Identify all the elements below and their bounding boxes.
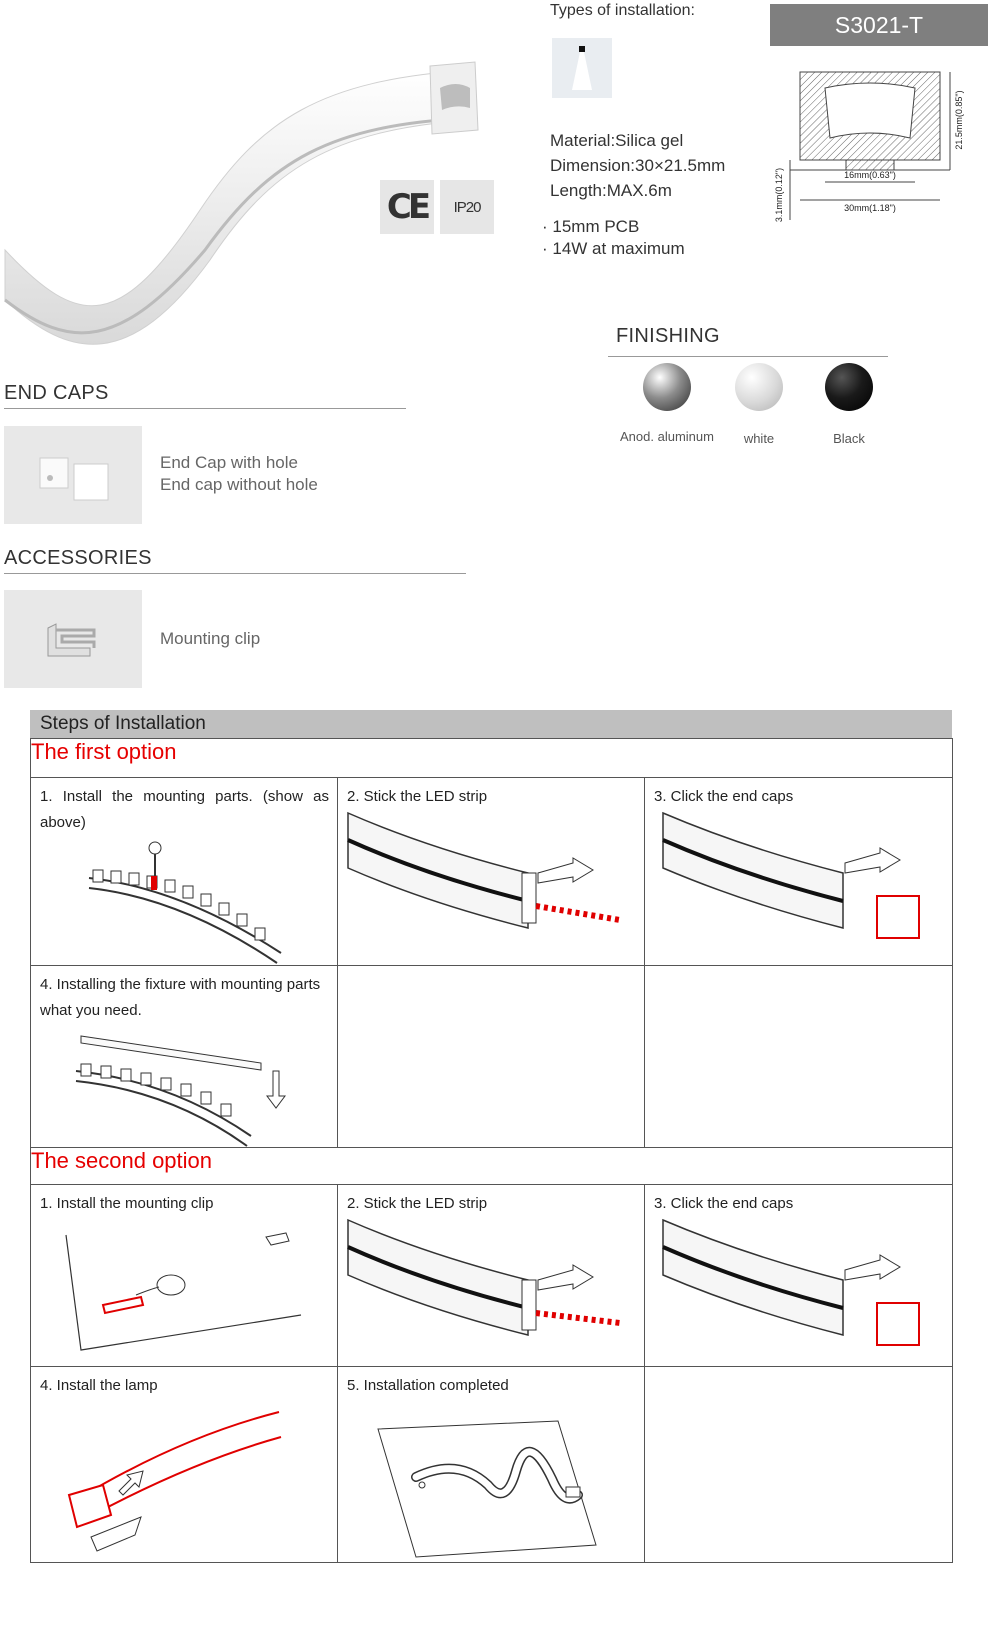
end-cap-illustration [645,1185,953,1367]
installation-complete-illustration [338,1367,645,1563]
mounting-parts-illustration [31,778,338,966]
install-lamp-illustration [31,1367,338,1563]
material-spec: Material:Silica gel [550,131,684,150]
step-text: 4. Installing the fixture with mounting parts what you need. [40,976,321,1019]
step-cell [31,966,338,1148]
end-cap-image [4,426,142,524]
step-cell [31,1367,338,1563]
step-cell-empty [645,966,953,1148]
surface-mount-icon [552,38,612,98]
step-cell [31,1185,338,1367]
step-cell [645,778,953,966]
ce-label: CE [386,187,428,227]
step-text: 3. Click the end caps [654,788,794,805]
step-text: 3. Click the end caps [654,1195,794,1212]
step-text: 5. Installation completed [347,1377,509,1394]
step-text: 1. Install the mounting clip [40,1195,214,1212]
end-cap-illustration [645,778,953,966]
dim-label: 30mm(1.18") [844,203,896,213]
accessories-heading: ACCESSORIES [4,547,152,569]
step-cell [338,778,645,966]
end-cap-with-hole: End Cap with hole [160,453,298,472]
step-text: 1. Install the mounting parts. (show as above) [40,788,329,831]
dim-label: 21.5mm(0.85") [954,90,964,150]
finish-label: white [743,431,775,446]
feature-bullets [542,216,685,260]
end-caps-heading: END CAPS [4,382,109,404]
dim-label: 3.1mm(0.12") [774,167,784,223]
divider [4,408,406,409]
fixture-install-illustration [31,966,338,1148]
black-swatch [825,363,873,411]
ce-mark-icon [380,180,434,234]
anodized-aluminum-swatch [643,363,691,411]
ip20-badge [440,180,494,234]
divider [4,573,466,574]
divider [608,356,888,357]
step-cell-empty [645,1367,953,1563]
mounting-clip-label: Mounting clip [160,629,261,648]
dimension-spec: Dimension:30×21.5mm [550,156,726,175]
step-cell-empty [338,966,645,1148]
wattage-bullet: · 14W at maximum [542,239,685,258]
dim-label: 16mm(0.63") [844,170,896,180]
mounting-clip-image [4,590,142,688]
steps-table [30,738,953,1563]
finish-label: Black [833,431,865,446]
step-cell [338,1185,645,1367]
installation-types-title: Types of installation: [550,2,695,19]
length-spec: Length:MAX.6m [550,181,672,200]
ip20-label: IP20 [453,198,481,216]
installation-steps [30,710,952,1563]
step-text: 2. Stick the LED strip [347,1195,488,1212]
finishing-heading: FINISHING [616,325,720,347]
step-cell [645,1185,953,1367]
step-cell [338,1367,645,1563]
mounting-clip-illustration [31,1185,338,1367]
white-swatch [735,363,783,411]
end-cap-list [160,452,318,496]
spec-list [550,128,725,203]
model-number: S3021-T [770,4,988,46]
finish-label: Anod. aluminum [620,429,714,444]
step-text: 2. Stick the LED strip [347,788,488,805]
stick-strip-illustration [338,1185,645,1367]
end-cap-without-hole: End cap without hole [160,475,318,494]
profile-cross-section-drawing [770,60,990,240]
steps-header: Steps of Installation [30,710,952,738]
stick-strip-illustration [338,778,645,966]
pcb-bullet: · 15mm PCB [542,217,640,236]
step-text: 4. Install the lamp [40,1377,158,1394]
step-cell [31,778,338,966]
first-option-title: The first option [31,739,953,778]
second-option-title: The second option [31,1148,953,1185]
